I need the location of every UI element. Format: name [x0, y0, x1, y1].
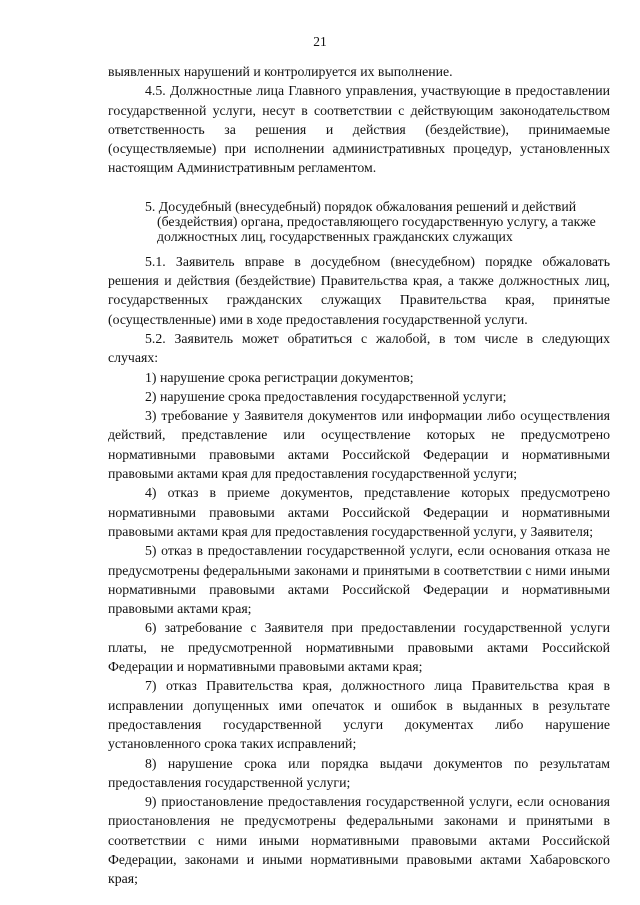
list-item-1: 1) нарушение срока регистрации документов; [145, 369, 414, 385]
paragraph-5-1: 5.1. Заявитель вправе в досудебном (внесудебном) порядке обжаловать решения и действия (бездействие) Правительства края, а также должностных лиц, государственных гражданских служащих Правительства края, принятые (осуществленные) ими в ходе предоставления государственной услуги. [108, 253, 610, 327]
section-5-heading [108, 199, 610, 244]
list-item-8: 8) нарушение срока или порядка выдачи документов по результатам предоставления государственной услуги; [108, 755, 610, 790]
list-item-7: 7) отказ Правительства края, должностного лица Правительства края в исправлении допущенных ими опечаток и ошибок в выданных в результате предоставления государственной услуги документах либо нарушение установленного срока таких исправлений; [108, 678, 610, 752]
list-item-2: 2) нарушение срока предоставления государственной услуги; [145, 388, 507, 404]
paragraph-4-5: 4.5. Должностные лица Главного управления, участвующие в предоставлении государственной услуги, несут в соответствии с действующим законодательством ответственность за решения и действия (бездействие), принимаемые (осуществляемые) при исполнении административных процедур, установленных настоящим Административным регламентом. [108, 83, 610, 176]
page-number: 21 [313, 34, 327, 49]
list-item-3: 3) требование у Заявителя документов или информации либо осуществления действий, представление или осуществление которых не предусмотрено нормативными правовыми актами Российской Федерации и нормативными правовыми актами края для предоставления государственной услуги; [108, 408, 610, 482]
section-5-heading-line-1: 5. Досудебный (внесудебный) порядок обжалования решений и действий [145, 198, 577, 214]
document-body [108, 62, 610, 889]
list-item-6: 6) затребование с Заявителя при предоставлении государственной услуги платы, не предусмотренной нормативными правовыми актами Российской Федерации и нормативными правовыми актами края; [108, 620, 610, 675]
list-item-9: 9) приостановление предоставления государственной услуги, если основания приостановления не предусмотрены федеральными законами и принятыми в соответствии с ними иными нормативными правовыми актами Российской Федерации, законами и иными нормативными правовыми актами Хабаровского края; [108, 794, 610, 887]
list-item-4: 4) отказ в приеме документов, представление которых предусмотрено нормативными правовыми актами Российской Федерации и нормативными правовыми актами края для предоставления государственной услуги, у Заявителя; [108, 485, 610, 539]
section-5-heading-rest: (бездействия) органа, предоставляющего государственную услугу, а также должностных лиц, государственных гражданских служащих [157, 213, 596, 244]
list-item-5: 5) отказ в предоставлении государственной услуги, если основания отказа не предусмотрены федеральными законами и принятыми в соответствии с ними иными нормативными правовыми актами Российской Федерации и нормативными правовыми актами края; [108, 543, 610, 617]
paragraph-continuation: выявленных нарушений и контролируется их выполнение. [108, 64, 453, 79]
paragraph-5-2: 5.2. Заявитель может обратиться с жалобой, в том числе в следующих случаях: [108, 330, 610, 366]
